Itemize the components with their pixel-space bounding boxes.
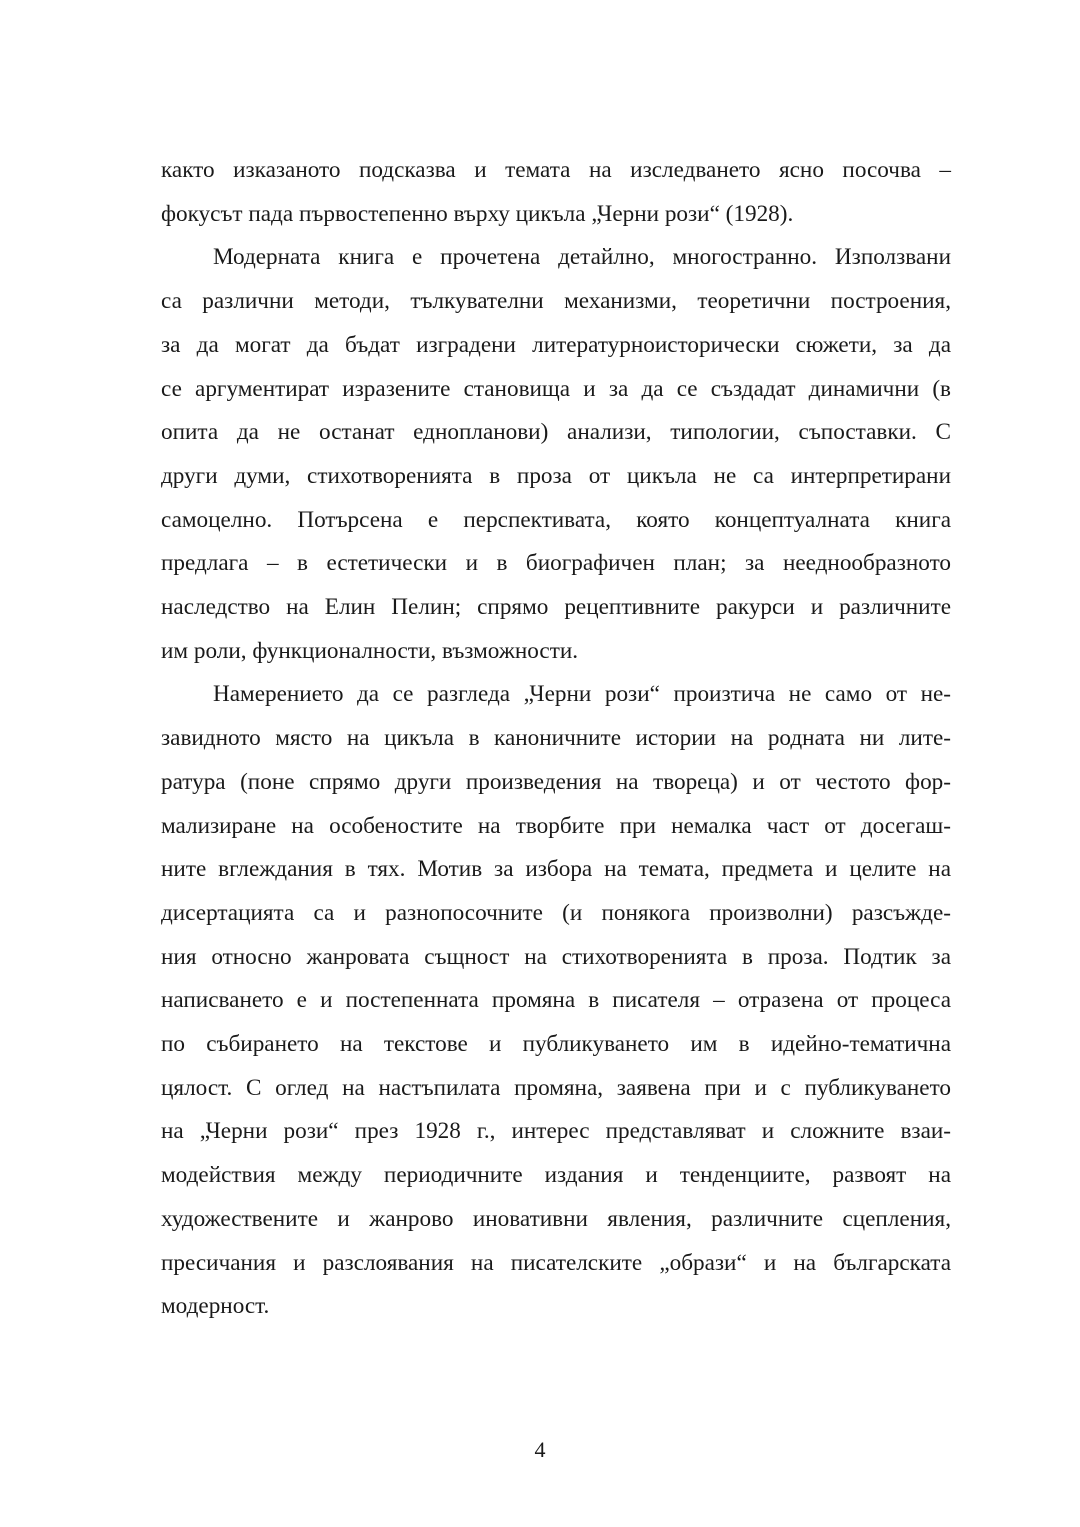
text-line: цялост. С оглед на настъпилата промяна, заявена при и с публикуването bbox=[161, 1074, 951, 1101]
text-line: мализиране на особеностите на творбите при немалка част от досегаш- bbox=[161, 812, 951, 839]
text-line: опита да не останат еднопланови) анализи, типологии, съпоставки. С bbox=[161, 419, 951, 446]
body-text bbox=[161, 149, 951, 1329]
text-line: предлага – в естетически и в биографичен план; за нееднообразното bbox=[161, 550, 951, 577]
page-number: 4 bbox=[534, 1437, 546, 1462]
text-line: се аргументират изразените становища и за да се създадат динамични (в bbox=[161, 375, 951, 402]
text-line: за да могат да бъдат изградени литературноисторически сюжети, за да bbox=[161, 331, 951, 358]
text-line: ния относно жанровата същност на стихотворенията в проза. Подтик за bbox=[161, 943, 951, 970]
text-line: самоцелно. Потърсена е перспективата, която концептуалната книга bbox=[161, 506, 951, 533]
text-line: на „Черни рози“ през 1928 г., интерес представляват и сложните взаи- bbox=[161, 1118, 951, 1145]
text-line: дисертацията са и разнопосочните (и понякога произволни) разсъжде- bbox=[161, 899, 951, 926]
text-line: както изказаното подсказва и темата на изследването ясно посочва – bbox=[161, 157, 951, 183]
paragraph-3 bbox=[161, 673, 951, 1329]
text-line: модерност. bbox=[161, 1293, 270, 1320]
text-line: модействия между периодичните издания и тенденциите, развоят на bbox=[161, 1162, 951, 1189]
text-line: други думи, стихотворенията в проза от цикъла не са интерпретирани bbox=[161, 462, 951, 489]
text-line: Намерението да се разгледа „Черни рози“ произтича не само от не- bbox=[213, 681, 951, 708]
text-line: художествените и жанрово иновативни явления, различните сцепления, bbox=[161, 1205, 951, 1232]
text-line: пресичания и разслоявания на писателските „образи“ и на българската bbox=[161, 1249, 951, 1276]
text-line: са различни методи, тълкувателни механизми, теоретични построения, bbox=[161, 288, 951, 315]
text-line: Модерната книга е прочетена детайлно, многостранно. Използвани bbox=[213, 244, 951, 271]
text-line: наследство на Елин Пелин; спрямо рецептивните ракурси и различните bbox=[161, 594, 951, 621]
text-line: завидното място на цикъла в каноничните истории на родната ни лите- bbox=[161, 725, 951, 752]
text-line: ните вглеждания в тях. Мотив за избора на темата, предмета и целите на bbox=[161, 856, 951, 883]
text-line: ратура (поне спрямо други произведения на твореца) и от честото фор- bbox=[161, 768, 951, 795]
text-line: им роли, функционалности, възможности. bbox=[161, 637, 579, 664]
paragraph-2 bbox=[161, 236, 951, 673]
text-line: фокусът пада първостепенно върху цикъла „Черни рози“ (1928). bbox=[161, 200, 794, 227]
text-line: написването е и постепенната промяна в писателя – отразена от процеса bbox=[161, 987, 951, 1014]
text-line: по събирането на текстове и публикуването им в идейно-тематична bbox=[161, 1031, 951, 1058]
paragraph-1 bbox=[161, 149, 951, 236]
